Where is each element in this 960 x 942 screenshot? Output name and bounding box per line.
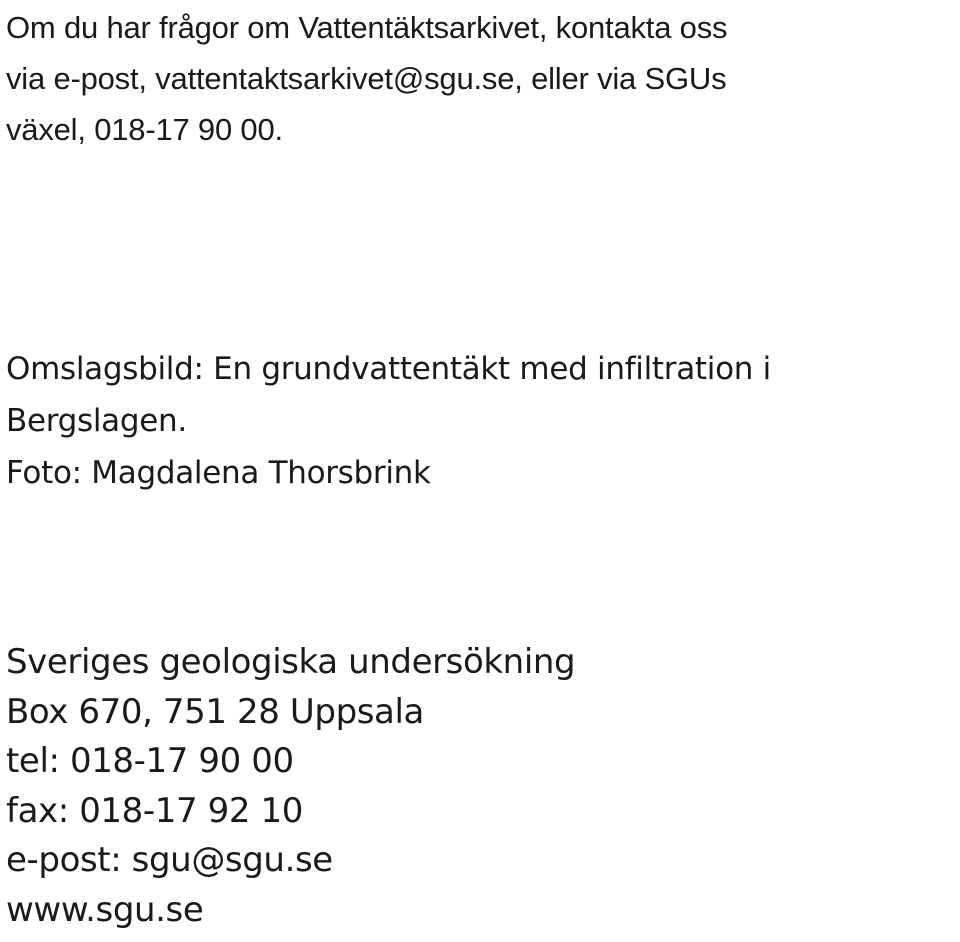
- website-url: www.sgu.se: [6, 889, 204, 930]
- publisher-address-block: [6, 638, 575, 935]
- contact-info-line-3: växel, 018-17 90 00.: [6, 112, 283, 147]
- contact-info-line-2: via e-post, vattentaktsarkivet@sgu.se, eller via SGUs: [6, 61, 727, 96]
- cover-caption-line-2: Bergslagen.: [6, 403, 187, 439]
- postal-address: Box 670, 751 28 Uppsala: [6, 691, 424, 732]
- email-address: e-post: sgu@sgu.se: [6, 840, 333, 880]
- cover-photo-caption: [6, 343, 771, 499]
- organization-name: Sveriges geologiska undersökning: [6, 642, 576, 682]
- fax-number: fax: 018-17 92 10: [6, 790, 303, 831]
- contact-info-paragraph: [6, 2, 727, 155]
- contact-info-line-1: Om du har frågor om Vattentäktsarkivet, kontakta oss: [6, 10, 728, 45]
- photo-credit: Foto: Magdalena Thorsbrink: [6, 455, 431, 491]
- cover-caption-line-1: Omslagsbild: En grundvattentäkt med infiltration i: [6, 351, 771, 387]
- telephone-number: tel: 018-17 90 00: [6, 741, 294, 781]
